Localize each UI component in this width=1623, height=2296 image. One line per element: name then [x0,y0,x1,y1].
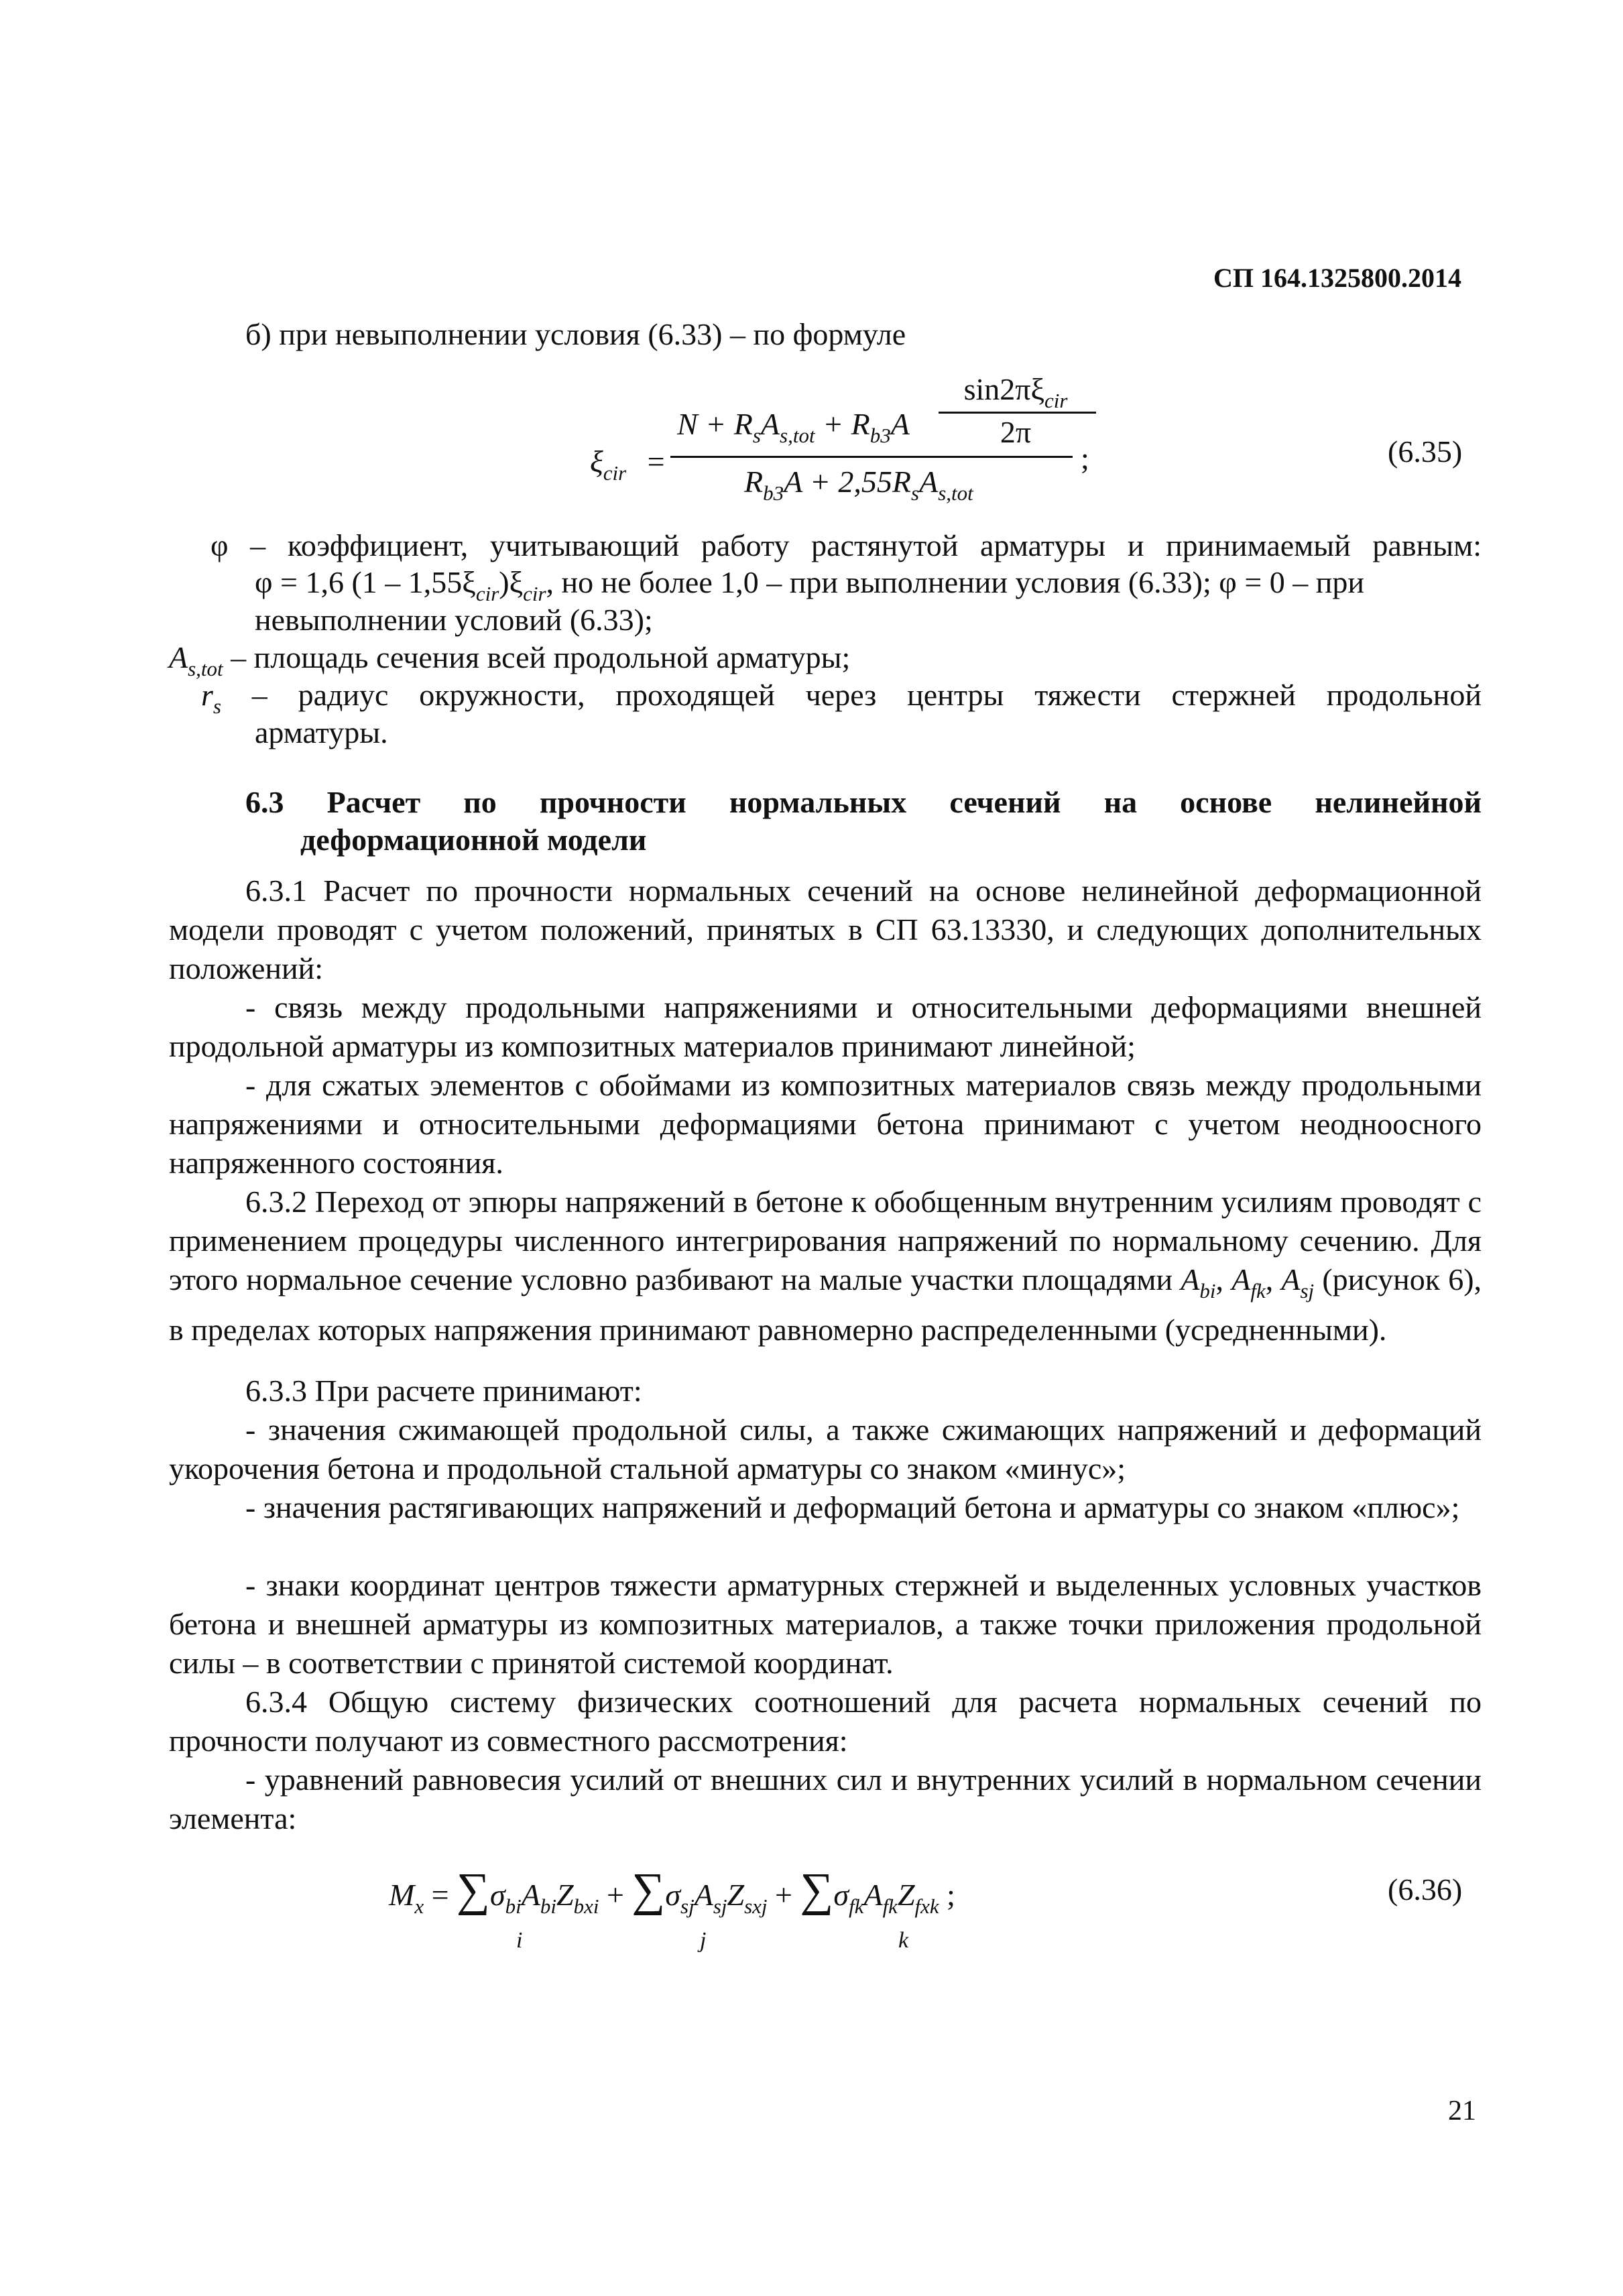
denom-sub3: s,tot [938,481,973,505]
page-number: 21 [1448,2096,1476,2126]
paragraph-6-3-2 [169,1183,1482,1349]
t2-sub2: sj [713,1894,727,1918]
inner-top-sub: cir [1044,389,1068,412]
sigma-3: σ [833,1878,849,1912]
eq-lhs [590,442,665,493]
denom-sub1: b3 [763,481,784,505]
paragraph-6-3-1-bullet2: - для сжатых элементов с обоймами из композитных материалов связь между продольными напряжениями и относительными деформациями бетона принимают с учетом неодноосного напряженного состояния. [169,1068,1482,1180]
sum-index-j: j [700,1928,707,1953]
denom-mid: A + 2,55R [784,465,912,499]
sum-index-i: i [516,1928,523,1953]
inner-top: sin2πξ [963,372,1044,406]
t2-z: Z [727,1878,745,1912]
rs-subscript: s [213,694,221,718]
main-fraction-bar [670,456,1073,458]
equals-sign: = [647,444,665,479]
as-symbol: A [169,640,188,674]
intro-line: б) при невыполнении условия (6.33) – по формуле [245,317,906,351]
phi-sub2: cir [523,582,546,605]
num-part1: N + R [677,407,753,441]
lhs-subscript: cir [603,461,627,485]
equation-number-6-35: (6.35) [1388,434,1463,469]
p632-text-after: (рисунок 6), в пределах которых напряжения принимают равномерно распределенными (усредненными). [169,1262,1482,1347]
sum-symbol-1: ∑ [457,1864,490,1916]
paragraph-6-3-3-bullet3: - знаки координат центров тяжести арматурных стержней и выделенных условных участков бетона и внешней арматуры из композитных материалов, а также точки приложения продольной силы – в соответствии с принятой системой координат. [169,1568,1482,1680]
t2-sub3: sxj [744,1894,768,1918]
paragraph-6-3-4-bullet1: - уравнений равновесия усилий от внешних сил и внутренних усилий в нормальном сечении элемента: [169,1762,1482,1835]
denom-a: A [919,465,939,499]
paragraph-6-3-3-bullet1: - значения сжимающей продольной силы, а также сжимающих напряжений и деформаций укорочения бетона и продольной стальной арматуры со знаком «минус»; [169,1412,1482,1486]
t1-a: A [521,1878,540,1912]
paragraph-6-3-4: 6.3.4 Общую систему физических соотношений для расчета нормальных сечений по прочности получают из совместного рассмотрения: [169,1685,1482,1758]
rs-symbol: r [201,678,213,712]
a-sj-symbol: A [1281,1262,1301,1296]
rs-text-line1: – радиус окружности, проходящей через центры тяжести стержней продольной [221,678,1482,712]
t3-z: Z [897,1878,915,1912]
phi-line2-part-c: , но не более 1,0 – при выполнении условия (6.33); φ = 0 – при [546,565,1364,599]
eq36-lhs: M [389,1878,415,1912]
a-fk-sub: fk [1250,1279,1266,1303]
phi-line2-part-a: φ = 1,6 (1 – 1,55ξ [255,565,476,599]
phi-line2-part-b: )ξ [499,565,524,599]
sum-index-k: k [898,1928,909,1953]
inner-fraction-bottom: 2π [1000,415,1032,449]
phi-definition-line1: φ – коэффициент, учитывающий работу растянутой арматуры и принимаемый равным: [211,528,1482,562]
as-subscript: s,tot [188,657,223,680]
plus-1: + [599,1878,632,1912]
denom-sub2: s [911,481,920,505]
a-bi-symbol: A [1181,1262,1200,1296]
denom-r: R [744,465,764,499]
paragraph-6-3-1: 6.3.1 Расчет по прочности нормальных сечений на основе нелинейной деформационной модели проводят с учетом положений, принятых в СП 63.13330, и следующих дополнительных положений: [169,873,1482,985]
eq-punct: ; [1081,441,1089,475]
a-sj-sub: sj [1300,1279,1315,1303]
num-a1: A [760,407,780,441]
rs-definition-line1 [201,676,1482,726]
comma-2: , [1265,1262,1282,1296]
section-heading-line2: деформационной модели [300,823,647,857]
p632-text-before: 6.3.2 Переход от эпюры напряжений в бетоне к обобщенным внутренним усилиям проводят с применением процедуры численного интегрирования напряжений по нормальному сечению. Для этого нормальное сечение условно разбивают на малые участки площадями [169,1185,1482,1296]
t3-a: A [863,1878,883,1912]
paragraph-6-3-1-bullet1: - связь между продольными напряжениями и относительными деформациями внешней продольной арматуры из композитных материалов принимают линейной; [169,990,1482,1063]
t1-sub3: bxi [573,1894,599,1918]
t1-z: Z [556,1878,574,1912]
xi-symbol: ξ [590,444,603,479]
eq-denominator [744,463,973,513]
eq-numerator [677,405,910,455]
sigma-2: σ [665,1878,681,1912]
equation-number-6-36: (6.36) [1388,1872,1463,1907]
document-code: СП 164.1325800.2014 [1213,263,1461,293]
plus-2: + [767,1878,800,1912]
t1-sub1: bi [505,1894,522,1918]
section-heading-line1: 6.3 Расчет по прочности нормальных сечений на основе нелинейной [245,785,1482,819]
num-a2: A [890,407,910,441]
a-bi-sub: bi [1199,1279,1216,1303]
sum-symbol-3: ∑ [800,1864,834,1916]
num-sub2: s,tot [780,424,815,447]
as-text: – площадь сечения всей продольной арматуры; [223,640,851,674]
num-sub3: b3 [869,424,891,447]
phi-definition-line3: невыполнении условий (6.33); [255,603,653,637]
eq36-lhs-sub: x [414,1894,424,1918]
sigma-1: σ [489,1878,505,1912]
t3-sub2: fk [882,1894,898,1918]
phi-sub1: cir [475,582,499,605]
rs-definition-line2: арматуры. [255,715,388,749]
eq36-punct: ; [939,1878,955,1912]
t3-sub3: fxk [914,1894,939,1918]
sum-symbol-2: ∑ [632,1864,666,1916]
comma-1: , [1215,1262,1232,1296]
num-sub1: s [752,424,761,447]
t3-sub1: fk [849,1894,864,1918]
eq36-body [389,1864,955,1926]
t1-sub2: bi [540,1894,556,1918]
t2-a: A [694,1878,713,1912]
paragraph-6-3-3-bullet2: - значения растягивающих напряжений и деформаций бетона и арматуры со знаком «плюс»; [245,1490,1460,1524]
num-plus-r: + R [815,407,870,441]
a-fk-symbol: A [1231,1262,1251,1296]
t2-sub1: sj [680,1894,695,1918]
eq36-equals: = [424,1878,457,1912]
paragraph-6-3-3: 6.3.3 При расчете принимают: [245,1374,642,1408]
